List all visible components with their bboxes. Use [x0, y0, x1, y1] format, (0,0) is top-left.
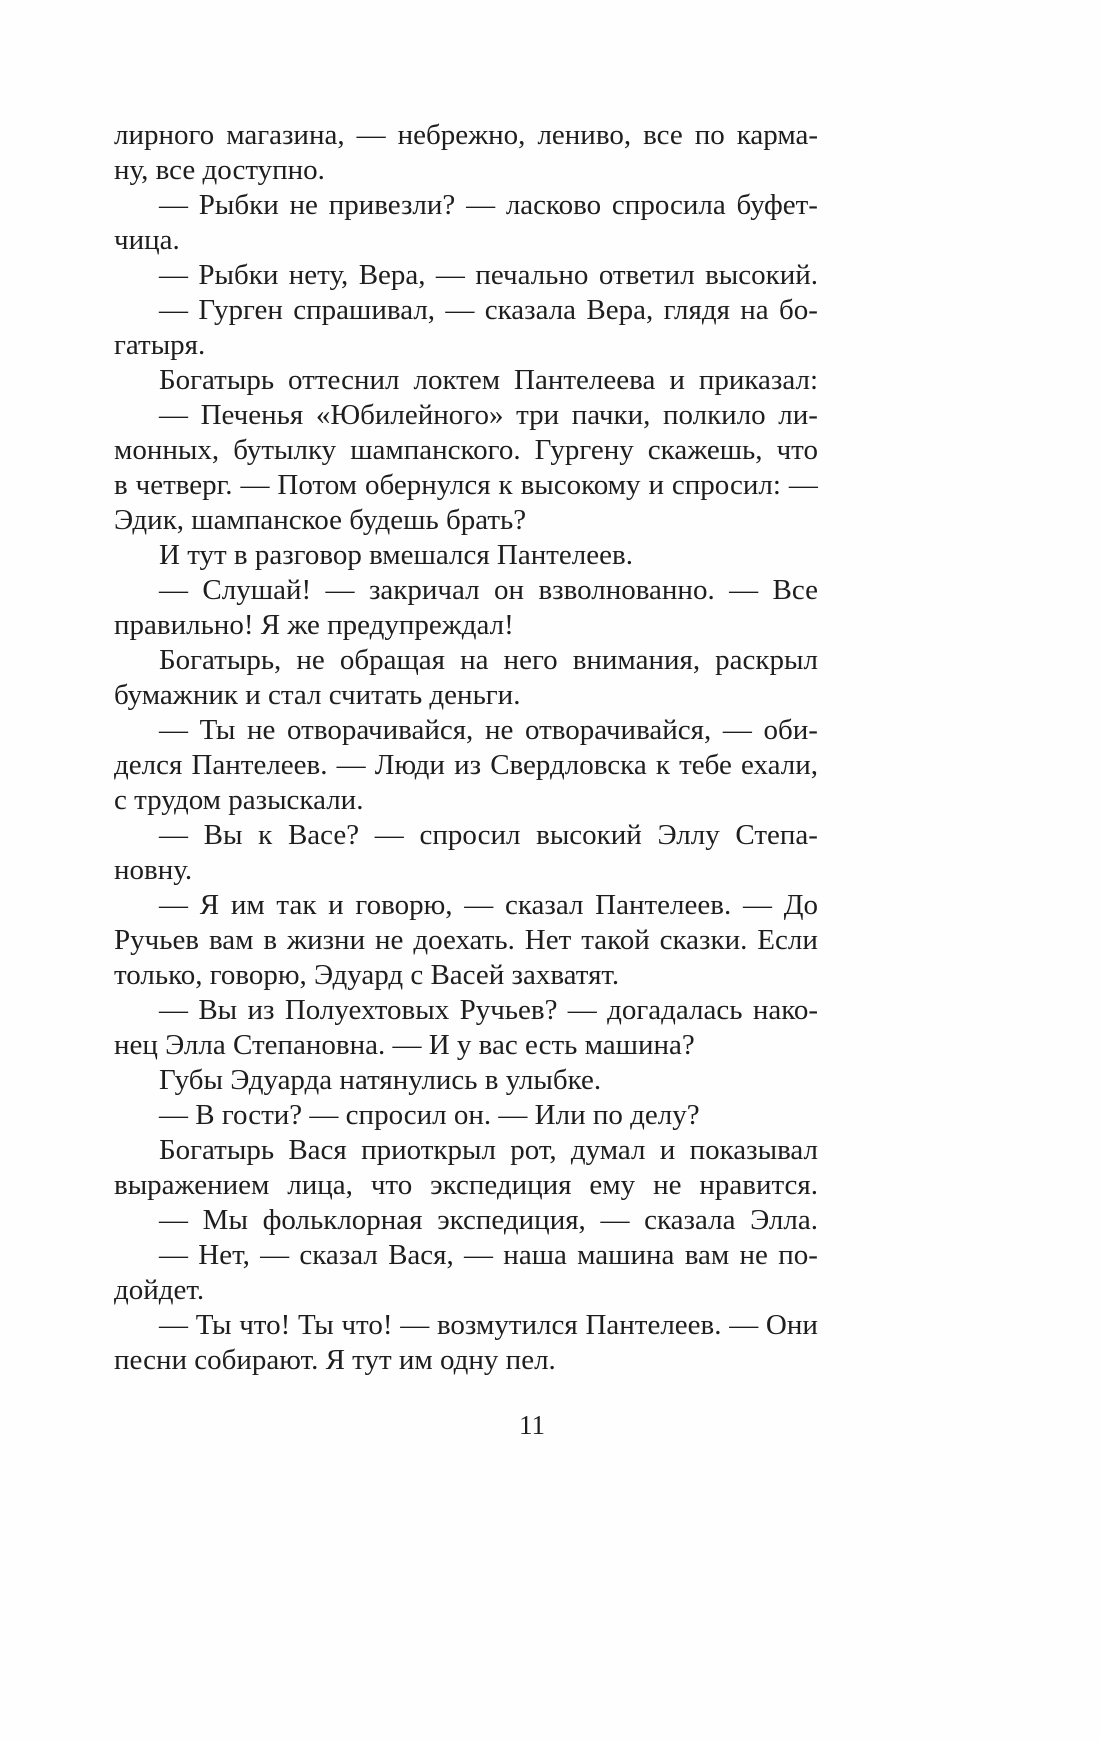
word: — — [374, 819, 404, 851]
word: Богатырь — [159, 364, 275, 396]
word: из — [454, 749, 482, 781]
text-line: новну. — [114, 854, 193, 886]
word: по- — [778, 1239, 818, 1271]
word: глядя — [663, 294, 730, 326]
text-line — [114, 993, 818, 1028]
word: Вася — [288, 1134, 347, 1166]
word: спросила — [611, 189, 726, 221]
word: — — [159, 574, 188, 606]
word: не — [296, 644, 325, 676]
text-line: песни собирают. Я тут им одну пел. — [114, 1344, 556, 1376]
word: — — [742, 889, 772, 921]
word: выражением — [114, 1169, 270, 1201]
word: пачки, — [571, 399, 651, 431]
word: что! — [341, 1309, 393, 1341]
word: и — [648, 469, 664, 501]
word: не — [289, 189, 318, 221]
word: Пантелеева — [514, 364, 656, 396]
word: обернулся — [364, 469, 491, 501]
word: сказала — [644, 1204, 736, 1236]
word: «Юбилейного» — [315, 399, 504, 431]
word: не — [739, 1239, 768, 1271]
word: — — [400, 1309, 430, 1341]
word: так — [276, 889, 317, 921]
word: Ручьев — [114, 924, 200, 956]
word: — — [159, 189, 188, 221]
text-line: И тут в разговор вмешался Пантелеев. — [159, 539, 633, 571]
word: Вы — [198, 994, 238, 1026]
word: полкило — [662, 399, 766, 431]
text-line — [114, 643, 818, 678]
word: Гурген — [198, 294, 283, 326]
text-line — [114, 923, 818, 958]
word: монных, — [114, 434, 220, 466]
word: делся — [114, 749, 183, 781]
word: все — [643, 119, 683, 151]
word: спрашивал, — [293, 294, 436, 326]
word: Слушай! — [202, 574, 312, 606]
word: ли- — [778, 399, 818, 431]
text-line — [114, 888, 818, 923]
word: и — [328, 889, 344, 921]
word: на — [460, 644, 489, 676]
word: экспедиция, — [437, 1204, 586, 1236]
word: Эллу — [657, 819, 720, 851]
word: — — [445, 294, 475, 326]
word: и — [659, 1134, 676, 1166]
text-line: только, говорю, Эдуард с Васей захватят. — [114, 959, 620, 991]
word: оттеснил — [288, 364, 400, 396]
word: — — [567, 994, 597, 1026]
text-line — [114, 573, 818, 608]
word: Мы — [202, 1204, 248, 1236]
word: фольклорная — [262, 1204, 423, 1236]
word: в — [263, 924, 278, 956]
text-line — [114, 1168, 818, 1203]
word: лица, — [287, 1169, 353, 1201]
word: высокий. — [705, 259, 818, 291]
text-line — [114, 1308, 818, 1343]
text-line: нец Элла Степановна. — И у вас есть машина? — [114, 1029, 695, 1061]
word: оби- — [763, 714, 818, 746]
word: вам — [208, 924, 254, 956]
word: — — [722, 714, 752, 746]
word: говорю, — [355, 889, 453, 921]
word: жизни — [287, 924, 366, 956]
word: ему — [589, 1169, 636, 1201]
word: — — [466, 189, 496, 221]
word: нако- — [752, 994, 818, 1026]
word: он — [494, 574, 525, 606]
text-line — [114, 433, 818, 468]
word: ласково — [505, 189, 602, 221]
word: Степа- — [735, 819, 818, 851]
word: — — [159, 1239, 188, 1271]
word: Нет, — [198, 1239, 250, 1271]
word: локтем — [413, 364, 501, 396]
word: Пантелеев. — [595, 889, 732, 921]
word: буфет- — [736, 189, 818, 221]
word: доехать. — [413, 924, 515, 956]
word: скажешь, — [647, 434, 763, 466]
word: такой — [581, 924, 650, 956]
word: — — [464, 889, 494, 921]
word: — — [729, 1309, 759, 1341]
text-line: Губы Эдуарда натянулись в улыбке. — [159, 1064, 602, 1096]
word: Элла. — [750, 1204, 818, 1236]
word: ответил — [598, 259, 695, 291]
word: бутылку — [233, 434, 337, 466]
word: Ты — [297, 1309, 334, 1341]
word: по — [694, 119, 725, 151]
word: не — [484, 714, 514, 746]
word: — — [159, 1204, 188, 1236]
word: к — [655, 749, 670, 781]
word: привезли? — [328, 189, 456, 221]
word: из — [247, 994, 275, 1026]
text-line — [114, 398, 818, 433]
word: им — [230, 889, 265, 921]
word: экспедиция — [430, 1169, 572, 1201]
word: Если — [757, 924, 818, 956]
word: Свердловска — [490, 749, 647, 781]
text-line — [114, 293, 818, 328]
word: спросил — [419, 819, 521, 851]
word: Люди — [374, 749, 445, 781]
word: думал — [570, 1134, 646, 1166]
word: Гургену — [534, 434, 634, 466]
word: наша — [503, 1239, 567, 1271]
word: — — [159, 994, 188, 1026]
word: что! — [239, 1309, 291, 1341]
word: — — [159, 714, 188, 746]
text-line: дойдет. — [114, 1274, 205, 1306]
word: не — [653, 1169, 682, 1201]
word: — — [788, 469, 818, 501]
word: приказал: — [698, 364, 818, 396]
text-line: чица. — [114, 224, 180, 256]
word: — — [159, 259, 188, 291]
text-line: — В гости? — спросил он. — Или по делу? — [159, 1099, 700, 1131]
word: что — [370, 1169, 413, 1201]
word: Пантелеев. — [585, 1309, 722, 1341]
word: сказал — [299, 1239, 378, 1271]
text-line: правильно! Я же предупреждал! — [114, 609, 514, 641]
word: Васе? — [287, 819, 360, 851]
word: лениво, — [537, 119, 632, 151]
page-number: 11 — [519, 1410, 545, 1440]
word: шампанского. — [350, 434, 521, 466]
text-line — [114, 363, 818, 398]
word: — — [159, 819, 188, 851]
word: — — [159, 889, 188, 921]
word: Ручьев? — [459, 994, 558, 1026]
word: — — [464, 1239, 494, 1271]
word: нету, — [288, 259, 349, 291]
word: догадалась — [607, 994, 743, 1026]
word: магазина, — [226, 119, 345, 151]
word: что — [776, 434, 818, 466]
text-line — [114, 748, 818, 783]
word: Потом — [277, 469, 358, 501]
text-line: ну, все доступно. — [114, 154, 325, 186]
word: — — [240, 469, 270, 501]
word: машина — [577, 1239, 675, 1271]
word: Я — [199, 889, 220, 921]
word: высокому — [520, 469, 641, 501]
text-line — [114, 1203, 818, 1238]
word: — — [600, 1204, 630, 1236]
word: Рыбки — [198, 259, 279, 291]
text-line: Эдик, шампанское будешь брать? — [114, 504, 527, 536]
word: Ты — [195, 1309, 232, 1341]
word: приоткрыл — [361, 1134, 496, 1166]
word: сказала — [484, 294, 577, 326]
word: — — [336, 749, 366, 781]
word: Вы — [203, 819, 243, 851]
word: — — [325, 574, 355, 606]
word: — — [159, 294, 188, 326]
word: нравится. — [699, 1169, 818, 1201]
word: Все — [772, 574, 818, 606]
word: отворачивайся, — [524, 714, 712, 746]
word: три — [516, 399, 560, 431]
word: вам — [684, 1239, 730, 1271]
word: не — [375, 924, 404, 956]
text-line — [114, 713, 818, 748]
word: показывал — [689, 1134, 818, 1166]
word: ехали, — [741, 749, 818, 781]
word: Вера, — [358, 259, 426, 291]
word: Печенья — [200, 399, 304, 431]
text-line — [114, 188, 818, 223]
word: Рыбки — [198, 189, 279, 221]
word: печально — [475, 259, 589, 291]
word: Полуехтовых — [284, 994, 450, 1026]
word: Ты — [199, 714, 236, 746]
word: не — [247, 714, 276, 746]
word: высокий — [536, 819, 642, 851]
text-line — [114, 1133, 818, 1168]
word: карма- — [736, 119, 818, 151]
word: тебе — [679, 749, 732, 781]
word: — — [260, 1239, 290, 1271]
text-line — [114, 818, 818, 853]
word: рот, — [510, 1134, 557, 1166]
page-body-text — [114, 118, 818, 1378]
word: До — [783, 889, 818, 921]
word: сказки. — [659, 924, 748, 956]
text-line — [114, 468, 818, 503]
word: обращая — [339, 644, 446, 676]
word: него — [503, 644, 558, 676]
word: к — [498, 469, 513, 501]
word: закричал — [368, 574, 480, 606]
word: к — [258, 819, 273, 851]
word: Пантелеев. — [191, 749, 328, 781]
word: — — [356, 119, 386, 151]
word: Богатырь, — [159, 644, 282, 676]
text-line: с трудом разыскали. — [114, 784, 364, 816]
word: Они — [765, 1309, 818, 1341]
word: Богатырь — [159, 1134, 275, 1166]
word: — — [159, 399, 188, 431]
word: бо- — [779, 294, 818, 326]
text-line — [114, 1238, 818, 1273]
word: сказал — [504, 889, 584, 921]
word: небрежно, — [397, 119, 526, 151]
word: взволнованно. — [538, 574, 715, 606]
text-line: гатыря. — [114, 329, 206, 361]
word: — — [435, 259, 465, 291]
word: на — [740, 294, 769, 326]
word: отворачивайся, — [287, 714, 474, 746]
text-line — [114, 258, 818, 293]
text-line — [114, 118, 818, 153]
word: лирного — [114, 119, 215, 151]
word: Вася, — [388, 1239, 454, 1271]
word: внимания, — [572, 644, 701, 676]
word: Вера, — [586, 294, 654, 326]
word: в — [114, 469, 128, 501]
word: — — [729, 574, 759, 606]
word: возмутился — [436, 1309, 578, 1341]
text-line: бумажник и стал считать деньги. — [114, 679, 521, 711]
word: раскрыл — [715, 644, 818, 676]
word: — — [159, 1309, 188, 1341]
word: Нет — [524, 924, 572, 956]
word: и — [669, 364, 685, 396]
word: спросил: — [671, 469, 781, 501]
word: четверг. — [135, 469, 233, 501]
